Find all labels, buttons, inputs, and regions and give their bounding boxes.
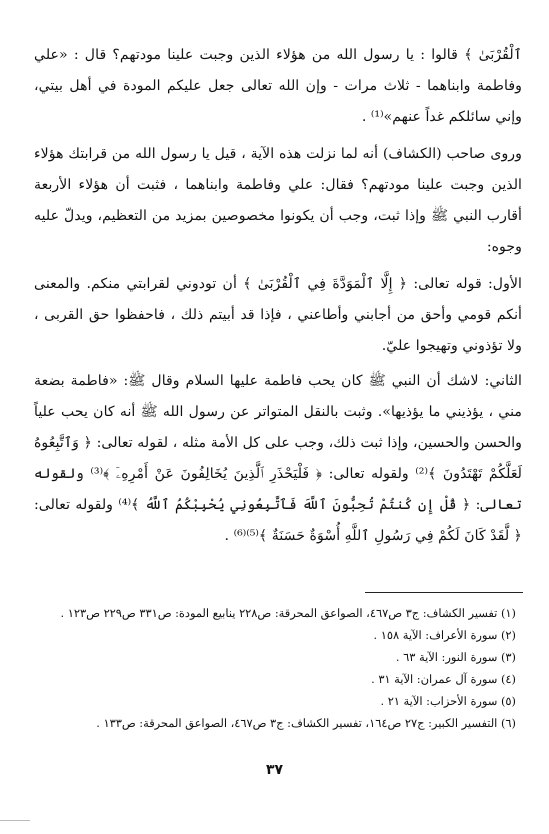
footnote-6: (٦) التفسير الكبير: ج٢٧ ص١٦٤، تفسير الكشاف: ج٣ ص٤٦٧، الصواعق المحرقة: ص١٣٣ .: [96, 716, 516, 730]
page-edge-mark: [0, 820, 30, 834]
page-number: ٣٧: [265, 762, 284, 778]
footnote-1: (١) تفسير الكشاف: ج٣ ص٤٦٧، الصواعق المحرقة: ص٢٢٨ ينابيع المودة: ص٣٣١ ص٢٢٩ ص١٢٣ .: [60, 606, 516, 620]
footnote-5: (٥) سورة الأحزاب: الآية ٢١ .: [380, 694, 516, 708]
footnote-2: (٢) سورة الأعراف: الآية ١٥٨ .: [373, 628, 516, 642]
paragraph-first-point: الأول: قوله تعالى: ﴿ إِلَّا ٱلْمَوَدَّةَ فِي ٱلْقُرْبَىٰ ﴾ أن تودوني لقرابتي منكم. والمعنى أنكم قومي وأحق من أجابني وأطاعني ، فإذا قد أبيتم ذلك ، فاحفظوا حق القربى ، ولا تؤذوني وتهيجوا عليّ.: [34, 276, 522, 354]
footnotes: [34, 602, 516, 734]
paragraph-intro: ٱلْقُرْبَىٰ ﴾ قالوا : يا رسول الله من هؤلاء الذين وجبت علينا مودتهم؟ قال : «علي وفاطمة وابناهما - ثلاث مرات - وإن الله تعالى جعل عليكم المودة في أهل بيتي، وإني سائلكم غداً عنهم»⁽¹⁾ .: [34, 47, 522, 125]
paragraph-kashshaf: وروى صاحب (الكشاف) أنه لما نزلت هذه الآية ، قيل يا رسول الله من قرابتك هؤلاء الذين وجبت علينا مودتهم؟ فقال: علي وفاطمة وابناهما ، فثبت أن هؤلاء الأربعة أقارب النبي ﷺ وإذا ثبت، وجب أن يكونوا مخصوصين بمزيد من التعظيم، ويدلّ عليه وجوه:: [34, 146, 522, 255]
footnote-3: (٣) سورة النور: الآية ٦٣ .: [395, 650, 516, 664]
footnote-separator: [365, 592, 523, 593]
main-text: [34, 40, 522, 552]
footnote-4: (٤) سورة آل عمران: الآية ٣١ .: [371, 672, 516, 686]
paragraph-second-point: الثاني: لاشك أن النبي ﷺ كان يحب فاطمة عليها السلام وقال ﷺ: «فاطمة بضعة مني ، يؤذيني ما يؤذيها». وثبت بالنقل المتواتر عن رسول الله ﷺ أنه كان يحب علياً والحسن والحسين، وإذا ثبت ذلك، وجب على كل الأمة مثله ، لقوله تعالى: ﴿ وَٱتَّبِعُوهُ لَعَلَّكُمْ تَهْتَدُونَ ﴾⁽²⁾ ولقوله تعالى: ﴿ فَلْيَحْذَرِ ٱلَّذِينَ يُخَالِفُونَ عَنْ أَمْرِهِۦٓ ﴾⁽³⁾ ولقوله تعالى: ﴿ قُلْ إِن كُنتُمْ تُحِبُّونَ ٱللَّهَ فَٱتَّبِعُونِي يُحْبِبْكُمُ ٱللَّهُ ﴾⁽⁴⁾ ولقوله تعالى: ﴿ لَّقَدْ كَانَ لَكُمْ فِي رَسُولِ ٱللَّهِ أُسْوَةٌ حَسَنَةٌ ﴾⁽⁵⁾⁽⁶⁾ .: [34, 373, 522, 544]
